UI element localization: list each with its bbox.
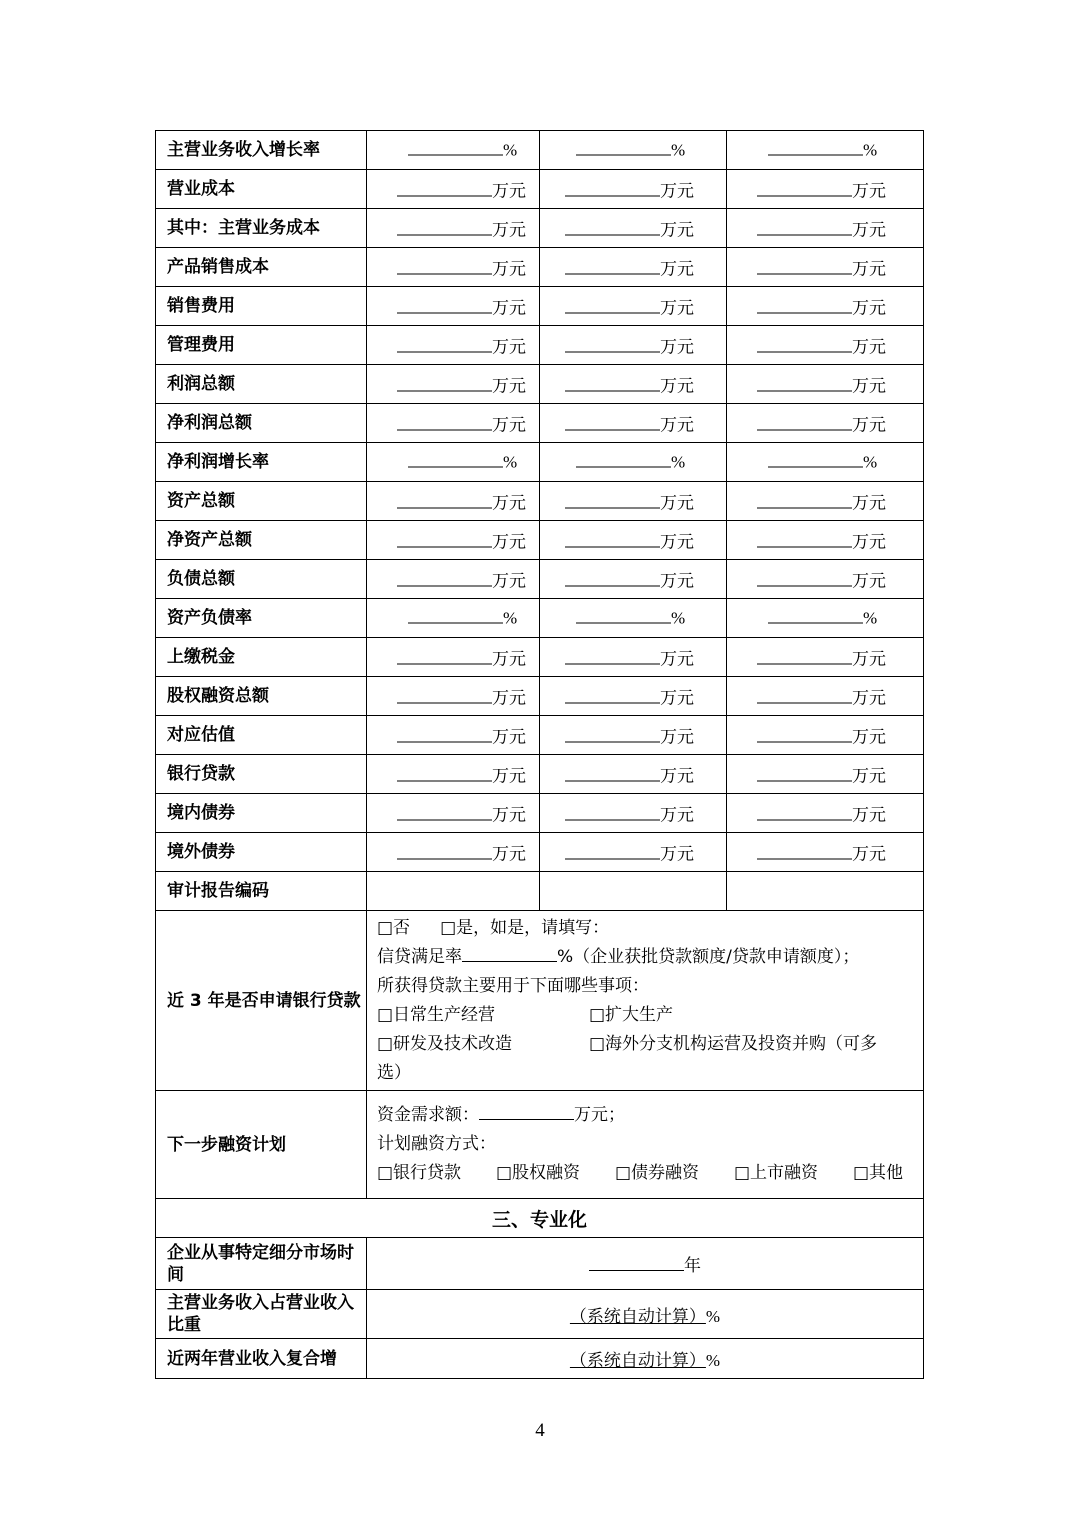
value-input[interactable] <box>397 571 492 587</box>
unit-label: 万元 <box>852 415 886 436</box>
value-cell <box>540 638 727 677</box>
value-input[interactable] <box>565 571 660 587</box>
value-input[interactable] <box>757 688 852 704</box>
value-cell <box>727 716 924 755</box>
value-cell <box>367 833 540 872</box>
value-cell <box>367 326 540 365</box>
value-cell <box>540 443 727 482</box>
share-auto-calc: （系统自动计算） <box>569 1306 706 1327</box>
unit-label: 万元 <box>492 571 526 592</box>
table-row <box>156 170 924 209</box>
table-row <box>156 755 924 794</box>
unit-label: 万元 <box>660 649 694 670</box>
value-cell <box>727 599 924 638</box>
market-value <box>367 1238 924 1290</box>
share-value <box>367 1290 924 1339</box>
value-input[interactable] <box>565 337 660 353</box>
loan-row <box>156 911 924 1091</box>
value-input[interactable] <box>397 493 492 509</box>
unit-label: 万元 <box>660 298 694 319</box>
market-row <box>156 1238 924 1290</box>
value-input[interactable] <box>757 181 852 197</box>
method-equity-checkbox[interactable]: □股权融资 <box>495 1163 581 1183</box>
unit-label: 万元 <box>660 376 694 397</box>
section-row <box>156 1199 924 1238</box>
credit-rate-label: 信贷满足率 <box>377 946 462 967</box>
method-ipo-checkbox[interactable]: □上市融资 <box>733 1163 819 1183</box>
unit-label: 万元 <box>852 766 886 787</box>
table-row <box>156 560 924 599</box>
value-input[interactable] <box>565 259 660 275</box>
row-label: 净利润增长率 <box>156 443 367 482</box>
value-input[interactable] <box>576 140 671 156</box>
row-label: 负债总额 <box>156 560 367 599</box>
value-input[interactable] <box>397 337 492 353</box>
table-row <box>156 638 924 677</box>
row-label: 对应估值 <box>156 716 367 755</box>
value-cell <box>540 599 727 638</box>
unit-label: 万元 <box>852 259 886 280</box>
unit-label: 万元 <box>852 220 886 241</box>
value-cell <box>727 365 924 404</box>
value-input[interactable] <box>408 140 503 156</box>
value-input[interactable] <box>397 727 492 743</box>
value-cell <box>367 404 540 443</box>
unit-label: 万元 <box>660 571 694 592</box>
value-input[interactable] <box>757 766 852 782</box>
value-cell <box>367 794 540 833</box>
unit-label: 万元 <box>852 727 886 748</box>
value-cell <box>727 482 924 521</box>
value-cell <box>540 131 727 170</box>
growth-label: 近两年营业收入复合增 <box>156 1339 367 1379</box>
value-cell <box>367 638 540 677</box>
unit-label: 万元 <box>852 493 886 514</box>
unit-label: % <box>671 608 686 628</box>
unit-label: 万元 <box>852 181 886 202</box>
table-row <box>156 833 924 872</box>
unit-label: 万元 <box>492 337 526 358</box>
row-label: 银行贷款 <box>156 755 367 794</box>
row-label: 境外债券 <box>156 833 367 872</box>
growth-auto-calc: （系统自动计算） <box>569 1351 706 1371</box>
value-input[interactable] <box>397 844 492 860</box>
value-input[interactable] <box>757 571 852 587</box>
unit-label: 万元 <box>492 493 526 514</box>
value-cell <box>540 404 727 443</box>
opt-daily-checkbox[interactable]: □日常生产经营 <box>377 1004 496 1025</box>
value-input[interactable] <box>576 452 671 468</box>
table-row <box>156 404 924 443</box>
value-input[interactable] <box>757 649 852 665</box>
unit-label: 万元 <box>660 688 694 709</box>
value-input[interactable] <box>397 181 492 197</box>
value-cell <box>727 326 924 365</box>
row-label: 境内债券 <box>156 794 367 833</box>
value-input[interactable] <box>768 608 863 624</box>
row-label: 营业成本 <box>156 170 367 209</box>
unit-label: 万元 <box>852 571 886 592</box>
value-cell <box>540 287 727 326</box>
row-label: 管理费用 <box>156 326 367 365</box>
market-years-input[interactable] <box>589 1255 684 1271</box>
method-bond-checkbox[interactable]: □债券融资 <box>614 1163 700 1183</box>
loan-label: 近 3 年是否申请银行贷款 <box>156 911 367 1091</box>
value-cell <box>367 170 540 209</box>
plan-label: 下一步融资计划 <box>156 1091 367 1199</box>
value-cell <box>540 560 727 599</box>
unit-label: % <box>863 452 878 472</box>
value-cell <box>727 287 924 326</box>
value-input[interactable] <box>397 298 492 314</box>
unit-label: % <box>503 452 518 472</box>
value-cell <box>540 326 727 365</box>
amount-label: 资金需求额： <box>377 1105 479 1125</box>
unit-label: 万元 <box>852 688 886 709</box>
value-cell <box>727 755 924 794</box>
value-input[interactable] <box>565 493 660 509</box>
row-label: 其中：主营业务成本 <box>156 209 367 248</box>
value-cell <box>367 716 540 755</box>
unit-label: 万元 <box>852 805 886 826</box>
growth-pct: % <box>705 1351 721 1370</box>
unit-label: 万元 <box>852 376 886 397</box>
row-label: 股权融资总额 <box>156 677 367 716</box>
value-input[interactable] <box>565 727 660 743</box>
audit-row <box>156 872 924 911</box>
unit-label: 万元 <box>492 844 526 865</box>
unit-label: 万元 <box>660 766 694 787</box>
audit-cell-3[interactable] <box>727 872 924 911</box>
table-row <box>156 131 924 170</box>
value-input[interactable] <box>397 259 492 275</box>
table-row <box>156 248 924 287</box>
value-input[interactable] <box>757 376 852 392</box>
value-input[interactable] <box>397 649 492 665</box>
unit-label: 万元 <box>492 376 526 397</box>
audit-cell-1[interactable] <box>367 872 540 911</box>
unit-label: 万元 <box>852 337 886 358</box>
value-cell <box>540 833 727 872</box>
opt-rnd-checkbox[interactable]: □研发及技术改造 <box>377 1033 513 1054</box>
value-input[interactable] <box>565 688 660 704</box>
value-cell <box>367 443 540 482</box>
unit-label: 万元 <box>852 298 886 319</box>
value-cell <box>727 248 924 287</box>
table-row <box>156 443 924 482</box>
opt-expand-checkbox[interactable]: □扩大生产 <box>589 1004 674 1025</box>
unit-label: 万元 <box>492 220 526 241</box>
value-input[interactable] <box>757 220 852 236</box>
value-cell <box>540 521 727 560</box>
unit-label: 万元 <box>660 337 694 358</box>
value-cell <box>540 794 727 833</box>
unit-label: 万元 <box>852 532 886 553</box>
value-cell <box>540 716 727 755</box>
amount-unit: 万元； <box>574 1105 625 1125</box>
value-cell <box>540 209 727 248</box>
unit-label: 万元 <box>660 727 694 748</box>
unit-label: 万元 <box>492 766 526 787</box>
unit-label: 万元 <box>492 259 526 280</box>
value-input[interactable] <box>757 532 852 548</box>
value-cell <box>367 287 540 326</box>
value-cell <box>540 365 727 404</box>
unit-label: 万元 <box>492 649 526 670</box>
unit-label: 万元 <box>492 298 526 319</box>
value-cell <box>367 365 540 404</box>
value-input[interactable] <box>757 415 852 431</box>
credit-rate-suffix: %（企业获批贷款额度/贷款申请额度）； <box>557 946 860 967</box>
value-input[interactable] <box>565 649 660 665</box>
row-label: 销售费用 <box>156 287 367 326</box>
table-row <box>156 287 924 326</box>
value-input[interactable] <box>397 766 492 782</box>
value-input[interactable] <box>565 844 660 860</box>
opt-overseas-tail: 选） <box>377 1062 411 1083</box>
value-cell <box>727 833 924 872</box>
value-input[interactable] <box>397 532 492 548</box>
unit-label: 万元 <box>660 532 694 553</box>
audit-label: 审计报告编码 <box>156 872 367 911</box>
value-cell <box>727 638 924 677</box>
value-cell <box>367 560 540 599</box>
table-row <box>156 209 924 248</box>
value-input[interactable] <box>565 220 660 236</box>
unit-label: 万元 <box>492 727 526 748</box>
market-label: 企业从事特定细分市场时间 <box>156 1238 367 1290</box>
row-label: 资产总额 <box>156 482 367 521</box>
growth-row <box>156 1339 924 1379</box>
value-cell <box>727 131 924 170</box>
unit-label: 万元 <box>660 844 694 865</box>
value-cell <box>540 677 727 716</box>
unit-label: 万元 <box>660 493 694 514</box>
value-input[interactable] <box>768 140 863 156</box>
row-label: 上缴税金 <box>156 638 367 677</box>
table-row <box>156 521 924 560</box>
value-cell <box>367 755 540 794</box>
value-input[interactable] <box>565 415 660 431</box>
value-input[interactable] <box>757 337 852 353</box>
value-cell <box>367 209 540 248</box>
value-cell <box>727 521 924 560</box>
value-cell <box>367 599 540 638</box>
value-cell <box>367 248 540 287</box>
unit-label: 万元 <box>852 844 886 865</box>
table-row <box>156 326 924 365</box>
value-input[interactable] <box>397 376 492 392</box>
value-cell <box>367 482 540 521</box>
plan-details <box>367 1091 924 1199</box>
value-input[interactable] <box>397 220 492 236</box>
loan-no-checkbox[interactable]: □否 <box>377 917 411 938</box>
growth-value <box>367 1339 924 1379</box>
value-input[interactable] <box>565 376 660 392</box>
value-cell <box>727 170 924 209</box>
row-label: 净利润总额 <box>156 404 367 443</box>
value-input[interactable] <box>757 727 852 743</box>
credit-rate-input[interactable] <box>462 946 557 962</box>
unit-label: 万元 <box>660 181 694 202</box>
value-input[interactable] <box>565 298 660 314</box>
method-bank-checkbox[interactable]: □银行贷款 <box>377 1163 462 1183</box>
unit-label: 万元 <box>660 259 694 280</box>
value-cell <box>367 521 540 560</box>
financial-form-table <box>155 130 924 1379</box>
value-input[interactable] <box>576 608 671 624</box>
table-row <box>156 794 924 833</box>
table-row <box>156 599 924 638</box>
value-input[interactable] <box>565 766 660 782</box>
loan-details <box>367 911 924 1091</box>
table-row <box>156 365 924 404</box>
unit-label: % <box>863 140 878 160</box>
row-label: 资产负债率 <box>156 599 367 638</box>
value-cell <box>540 170 727 209</box>
value-cell <box>727 794 924 833</box>
value-input[interactable] <box>565 805 660 821</box>
section-title: 三、专业化 <box>156 1199 924 1238</box>
share-pct: % <box>705 1306 721 1326</box>
row-label: 利润总额 <box>156 365 367 404</box>
row-label: 产品销售成本 <box>156 248 367 287</box>
unit-label: % <box>671 452 686 472</box>
opt-overseas-checkbox[interactable]: □海外分支机构运营及投资并购（可多 <box>589 1033 878 1054</box>
row-label: 净资产总额 <box>156 521 367 560</box>
value-input[interactable] <box>768 452 863 468</box>
value-cell <box>540 482 727 521</box>
table-row <box>156 482 924 521</box>
table-row <box>156 677 924 716</box>
unit-label: % <box>863 608 878 628</box>
value-input[interactable] <box>757 493 852 509</box>
value-input[interactable] <box>757 805 852 821</box>
value-input[interactable] <box>757 844 852 860</box>
value-cell <box>367 131 540 170</box>
value-input[interactable] <box>397 805 492 821</box>
unit-label: 万元 <box>492 181 526 202</box>
table-row <box>156 716 924 755</box>
row-label: 主营业务收入增长率 <box>156 131 367 170</box>
value-input[interactable] <box>408 608 503 624</box>
loan-purpose-label: 所获得贷款主要用于下面哪些事项： <box>377 975 649 996</box>
amount-input[interactable] <box>479 1104 574 1120</box>
value-cell <box>727 677 924 716</box>
value-input[interactable] <box>397 415 492 431</box>
value-cell <box>540 755 727 794</box>
value-input[interactable] <box>408 452 503 468</box>
value-input[interactable] <box>757 298 852 314</box>
share-row <box>156 1290 924 1339</box>
unit-label: 万元 <box>660 415 694 436</box>
page-number: 4 <box>535 1420 545 1441</box>
method-label: 计划融资方式： <box>377 1134 496 1154</box>
loan-yes-checkbox[interactable]: □是，如是，请填写： <box>440 917 610 938</box>
value-cell <box>727 404 924 443</box>
unit-label: 万元 <box>660 220 694 241</box>
unit-label: % <box>671 140 686 160</box>
unit-label: 万元 <box>852 649 886 670</box>
value-cell <box>727 209 924 248</box>
unit-label: 万元 <box>660 805 694 826</box>
value-cell <box>367 677 540 716</box>
unit-label: 万元 <box>492 415 526 436</box>
share-label: 主营业务收入占营业收入比重 <box>156 1290 367 1339</box>
value-input[interactable] <box>757 259 852 275</box>
unit-label: 万元 <box>492 532 526 553</box>
value-cell <box>727 560 924 599</box>
value-input[interactable] <box>565 532 660 548</box>
unit-label: 万元 <box>492 805 526 826</box>
value-cell <box>727 443 924 482</box>
method-other-checkbox[interactable]: □其他 <box>852 1163 903 1183</box>
audit-cell-2[interactable] <box>540 872 727 911</box>
value-input[interactable] <box>565 181 660 197</box>
plan-row <box>156 1091 924 1199</box>
unit-label: % <box>503 140 518 160</box>
unit-label: 万元 <box>492 688 526 709</box>
unit-label: % <box>503 608 518 628</box>
market-unit: 年 <box>684 1256 701 1276</box>
value-cell <box>540 248 727 287</box>
value-input[interactable] <box>397 688 492 704</box>
